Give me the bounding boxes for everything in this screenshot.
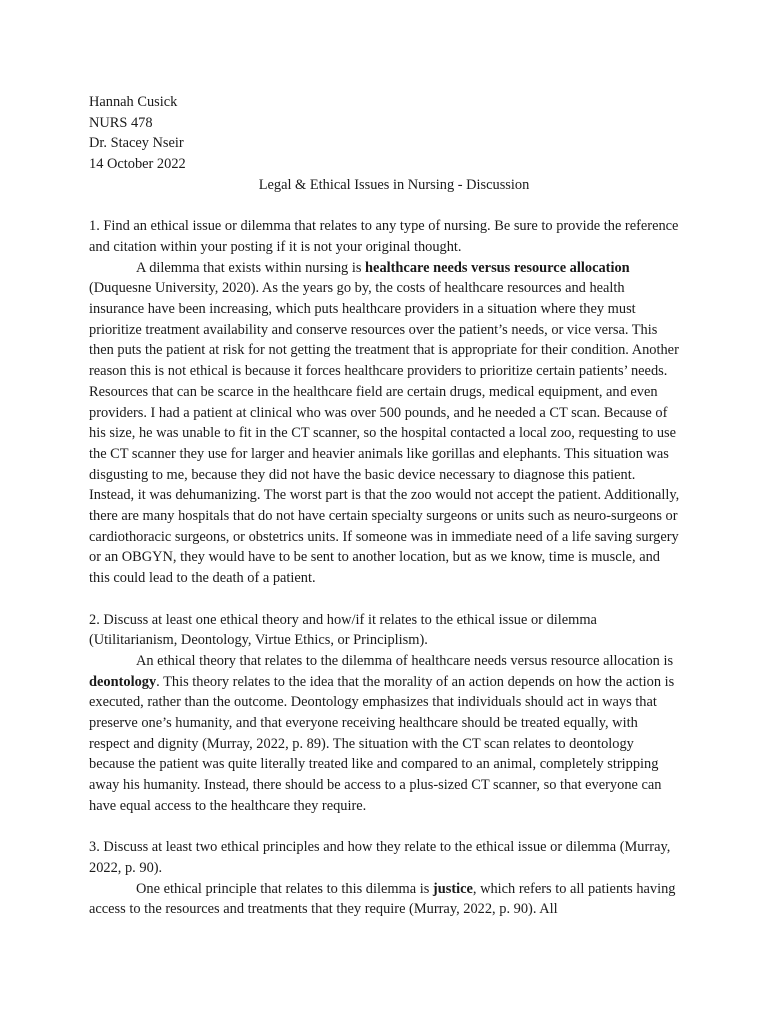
instructor-name: Dr. Stacey Nseir — [89, 135, 184, 152]
answer-2 — [89, 651, 681, 817]
answer-3 — [89, 879, 681, 920]
answer-1-key-term: healthcare needs versus resource allocation — [365, 259, 630, 276]
answer-1 — [89, 258, 681, 589]
spacer — [89, 817, 681, 838]
answer-1-body: (Duquesne University, 2020). As the years go by, the costs of healthcare resources and health insurance have been increasing, which puts healthcare providers in a situation where they must prioritize treatment availability and conserve resources over the patient’s needs, or vice versa. This then puts the patient at risk for not getting the treatment that is appropriate for their condition. Another reason this is not ethical is because it forces healthcare providers to prioritize certain patients’ needs. Resources that can be scarce in the healthcare field are certain drugs, medical equipment, and even providers. I had a patient at clinical who was over 500 pounds, and he needed a CT scan. Because of his size, he was unable to fit in the CT scanner, so the hospital contacted a local zoo, requesting to use the CT scanner they use for larger and heavier animals like gorillas and elephants. This situation was disgusting to me, because they did not have the basic device necessary to diagnose this patient. Instead, it was dehumanizing. The worst part is that the zoo would not accept the patient. Additionally, there are many hospitals that do not have certain specialty surgeons or units such as neuro-surgeons or cardiothoracic surgeons, or obstetrics units. If someone was in immediate need of a life saving surgery or an OBGYN, they would have to be sent to another location, but as we know, time is muscle, and this could lead to the death of a patient. — [89, 280, 680, 587]
document-body — [89, 92, 681, 920]
spacer — [89, 589, 681, 610]
document-title: Legal & Ethical Issues in Nursing - Discussion — [258, 176, 530, 193]
section-3 — [89, 837, 681, 920]
section-2 — [89, 610, 681, 817]
author-name: Hannah Cusick — [89, 94, 178, 110]
question-2: 2. Discuss at least one ethical theory and how/if it relates to the ethical issue or dilemma (Utilitarianism, Deontology, Virtue Ethics, or Principlism). — [89, 611, 597, 649]
answer-2-key-term: deontology — [89, 673, 157, 690]
answer-3-key-term: justice — [432, 880, 473, 897]
question-3: 3. Discuss at least two ethical principles and how they relate to the ethical issue or dilemma (Murray, 2022, p. 90). — [89, 839, 671, 876]
answer-2-intro: An ethical theory that relates to the dilemma of healthcare needs versus resource allocation is — [136, 652, 674, 669]
answer-3-body: , which refers to all patients having access to the resources and treatments that they require (Murray, 2022, p. 90). All — [89, 880, 676, 918]
answer-1-intro: A dilemma that exists within nursing is — [136, 259, 366, 276]
question-1: 1. Find an ethical issue or dilemma that relates to any type of nursing. Be sure to provide the reference and citation within your posting if it is not your original thought. — [89, 218, 679, 255]
answer-2-body: . This theory relates to the idea that the morality of an action depends on how the action is executed, rather than the outcome. Deontology emphasizes that individuals should act in ways that preserve one’s humanity, and that everyone receiving healthcare should be treated equally, with respect and dignity (Murray, 2022, p. 89). The situation with the CT scan relates to deontology because the patient was quite literally treated like and compared to an animal, completely stripping away his humanity. Instead, there should be access to a plus-sized CT scanner, so that everyone can have equal access to the healthcare they require. — [89, 673, 675, 814]
answer-3-intro: One ethical principle that relates to this dilemma is — [136, 880, 433, 897]
spacer — [89, 196, 681, 217]
document-date: 14 October 2022 — [89, 156, 186, 173]
course-code: NURS 478 — [89, 114, 153, 131]
section-1 — [89, 216, 681, 589]
